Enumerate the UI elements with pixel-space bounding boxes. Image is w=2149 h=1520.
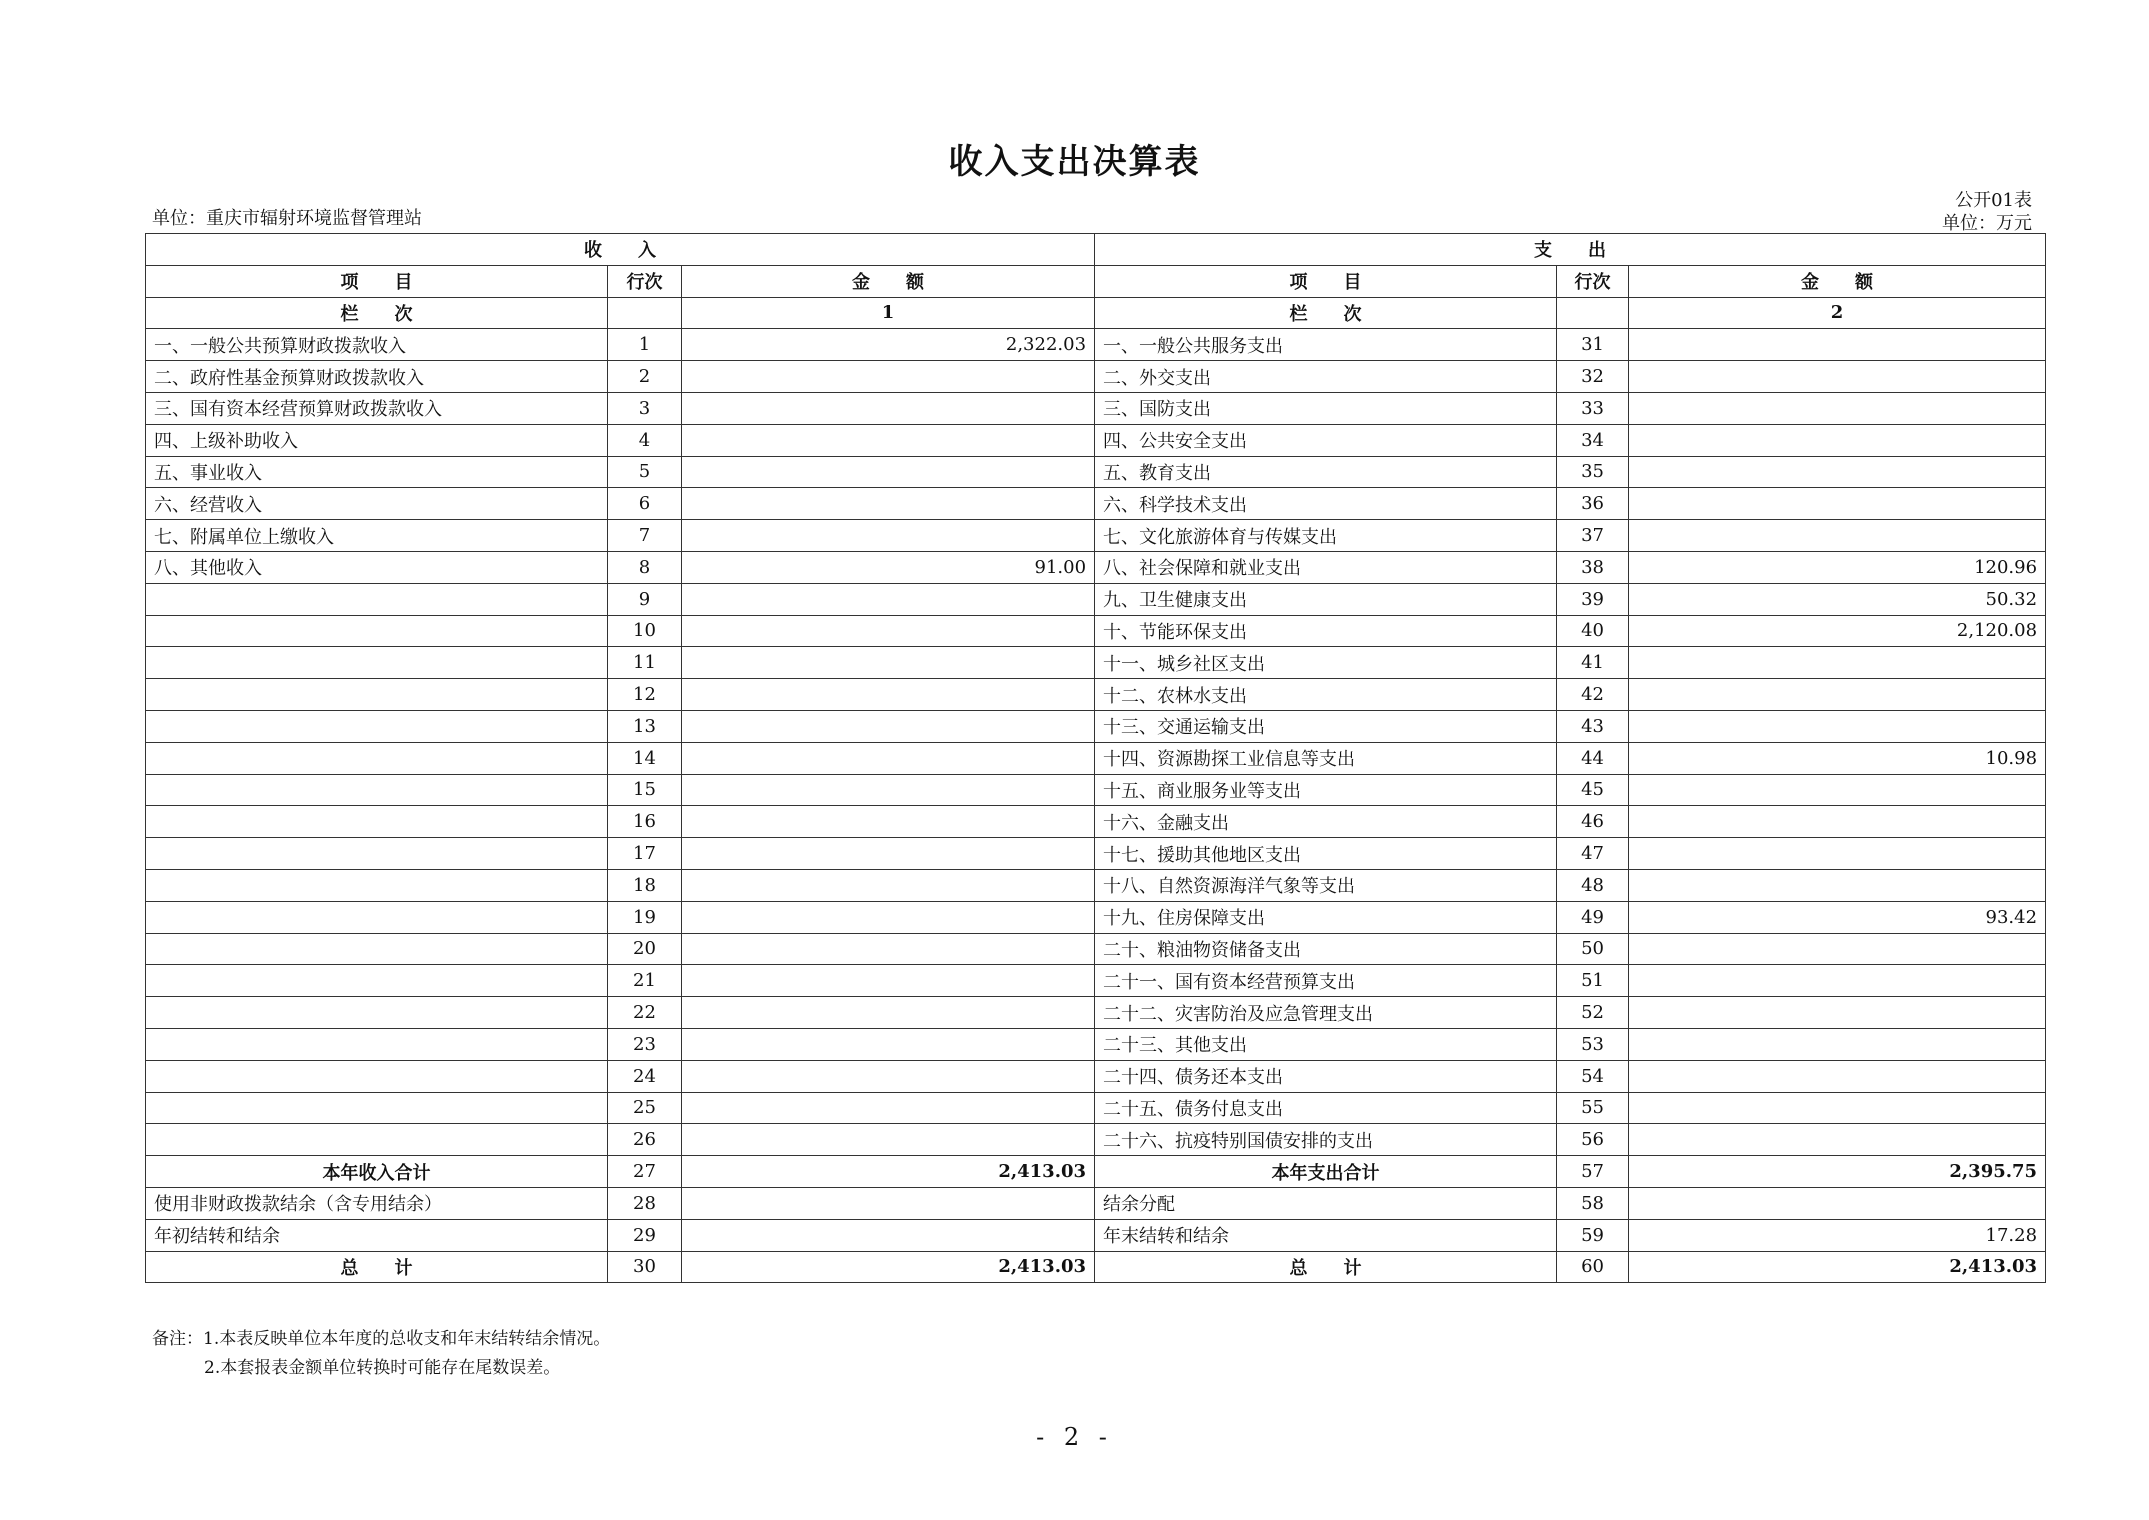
- expense-line: 50: [1557, 933, 1629, 965]
- expense-item: 十三、交通运输支出: [1095, 710, 1557, 742]
- income-amount: [682, 1028, 1095, 1060]
- income-expense-table: [145, 233, 2046, 1283]
- income-item: [146, 583, 608, 615]
- expense-line: 55: [1557, 1092, 1629, 1124]
- income-line: 13: [608, 710, 682, 742]
- income-line: 17: [608, 838, 682, 870]
- expense-item: 三、国防支出: [1095, 392, 1557, 424]
- income-amount: [682, 1124, 1095, 1156]
- expense-column-label: 栏 次: [1095, 297, 1557, 329]
- expense-amount: 17.28: [1629, 1219, 2046, 1251]
- income-amount: [682, 361, 1095, 393]
- currency-unit: 单位：万元: [1942, 213, 2032, 234]
- expense-amount: [1629, 965, 2046, 997]
- income-amount: [682, 933, 1095, 965]
- notes: [152, 1325, 610, 1383]
- expense-item-header: 项 目: [1095, 265, 1557, 297]
- table-row: [146, 933, 2046, 965]
- table-row: [146, 1187, 2046, 1219]
- expense-amount: [1629, 869, 2046, 901]
- income-line: 11: [608, 647, 682, 679]
- expense-line-header: 行次: [1557, 265, 1629, 297]
- income-line-header: 行次: [608, 265, 682, 297]
- income-item: [146, 838, 608, 870]
- income-item: [146, 806, 608, 838]
- expense-line: 42: [1557, 679, 1629, 711]
- income-amount: [682, 1060, 1095, 1092]
- expense-amount: [1629, 933, 2046, 965]
- table-row: [146, 1028, 2046, 1060]
- expense-amount: 50.32: [1629, 583, 2046, 615]
- expense-amount: [1629, 1092, 2046, 1124]
- expense-amount: [1629, 647, 2046, 679]
- income-line: 16: [608, 806, 682, 838]
- income-item: 四、上级补助收入: [146, 424, 608, 456]
- table-row: [146, 1156, 2046, 1188]
- expense-item: 十六、金融支出: [1095, 806, 1557, 838]
- table-row: [146, 869, 2046, 901]
- income-amount: [682, 679, 1095, 711]
- income-line: 21: [608, 965, 682, 997]
- income-column-index: 1: [682, 297, 1095, 329]
- table-row: [146, 520, 2046, 552]
- income-item: 总 计: [146, 1251, 608, 1283]
- expense-item: 十二、农林水支出: [1095, 679, 1557, 711]
- income-item: 二、政府性基金预算财政拨款收入: [146, 361, 608, 393]
- expense-item: 一、一般公共服务支出: [1095, 329, 1557, 361]
- expense-item: 十八、自然资源海洋气象等支出: [1095, 869, 1557, 901]
- expense-amount: 2,395.75: [1629, 1156, 2046, 1188]
- expense-line: 38: [1557, 551, 1629, 583]
- note-2: 2.本套报表金额单位转换时可能存在尾数误差。: [204, 1358, 561, 1378]
- expense-item: 本年支出合计: [1095, 1156, 1557, 1188]
- table-row: [146, 583, 2046, 615]
- income-amount: 2,413.03: [682, 1156, 1095, 1188]
- income-item: 六、经营收入: [146, 488, 608, 520]
- expense-line: 35: [1557, 456, 1629, 488]
- expense-line: 39: [1557, 583, 1629, 615]
- expense-line: 53: [1557, 1028, 1629, 1060]
- expense-line: 48: [1557, 869, 1629, 901]
- table-row: [146, 965, 2046, 997]
- expense-line: 60: [1557, 1251, 1629, 1283]
- income-item: [146, 965, 608, 997]
- income-item: 八、其他收入: [146, 551, 608, 583]
- income-line: 8: [608, 551, 682, 583]
- expense-column-index: 2: [1629, 297, 2046, 329]
- empty-cell: [608, 297, 682, 329]
- expense-line: 43: [1557, 710, 1629, 742]
- expense-line: 46: [1557, 806, 1629, 838]
- income-item: 五、事业收入: [146, 456, 608, 488]
- income-line: 27: [608, 1156, 682, 1188]
- expense-item: 六、科学技术支出: [1095, 488, 1557, 520]
- column-header-row: [146, 265, 2046, 297]
- expense-line: 47: [1557, 838, 1629, 870]
- income-amount: [682, 901, 1095, 933]
- table-row: [146, 997, 2046, 1029]
- column-index-row: [146, 297, 2046, 329]
- income-line: 30: [608, 1251, 682, 1283]
- table-row: [146, 901, 2046, 933]
- income-amount: [682, 1092, 1095, 1124]
- table-row: [146, 1124, 2046, 1156]
- income-item: [146, 1060, 608, 1092]
- table-row: [146, 1251, 2046, 1283]
- expense-item: 九、卫生健康支出: [1095, 583, 1557, 615]
- expense-item: 十、节能环保支出: [1095, 615, 1557, 647]
- expense-item: 二、外交支出: [1095, 361, 1557, 393]
- table-row: [146, 774, 2046, 806]
- expense-line: 44: [1557, 742, 1629, 774]
- income-amount: [682, 520, 1095, 552]
- table-row: [146, 710, 2046, 742]
- income-amount: 2,322.03: [682, 329, 1095, 361]
- expense-item: 十五、商业服务业等支出: [1095, 774, 1557, 806]
- income-item: 一、一般公共预算财政拨款收入: [146, 329, 608, 361]
- income-amount: [682, 392, 1095, 424]
- income-item: [146, 774, 608, 806]
- expense-amount: [1629, 679, 2046, 711]
- income-line: 5: [608, 456, 682, 488]
- income-item: [146, 742, 608, 774]
- expense-line: 45: [1557, 774, 1629, 806]
- expense-item: 四、公共安全支出: [1095, 424, 1557, 456]
- income-amount: 2,413.03: [682, 1251, 1095, 1283]
- income-line: 12: [608, 679, 682, 711]
- table-row: [146, 392, 2046, 424]
- income-line: 26: [608, 1124, 682, 1156]
- expense-line: 51: [1557, 965, 1629, 997]
- income-column-label: 栏 次: [146, 297, 608, 329]
- income-amount: [682, 997, 1095, 1029]
- table-row: [146, 1060, 2046, 1092]
- income-line: 20: [608, 933, 682, 965]
- income-item: [146, 933, 608, 965]
- expense-item: 十七、援助其他地区支出: [1095, 838, 1557, 870]
- expense-item: 二十三、其他支出: [1095, 1028, 1557, 1060]
- income-amount: [682, 456, 1095, 488]
- expense-amount: [1629, 361, 2046, 393]
- expense-item: 年末结转和结余: [1095, 1219, 1557, 1251]
- expense-amount: [1629, 838, 2046, 870]
- expense-amount: [1629, 806, 2046, 838]
- income-line: 23: [608, 1028, 682, 1060]
- income-line: 3: [608, 392, 682, 424]
- income-line: 9: [608, 583, 682, 615]
- expense-amount: 2,120.08: [1629, 615, 2046, 647]
- income-line: 19: [608, 901, 682, 933]
- expense-amount: [1629, 392, 2046, 424]
- income-amount: [682, 806, 1095, 838]
- table-row: [146, 424, 2046, 456]
- income-amount: [682, 615, 1095, 647]
- income-line: 18: [608, 869, 682, 901]
- expense-amount: [1629, 520, 2046, 552]
- table-row: [146, 1219, 2046, 1251]
- expense-line: 36: [1557, 488, 1629, 520]
- income-amount-header: 金 额: [682, 265, 1095, 297]
- expense-item: 二十五、债务付息支出: [1095, 1092, 1557, 1124]
- income-line: 29: [608, 1219, 682, 1251]
- income-item: [146, 1028, 608, 1060]
- expense-line: 58: [1557, 1187, 1629, 1219]
- income-line: 7: [608, 520, 682, 552]
- table-row: [146, 329, 2046, 361]
- income-line: 15: [608, 774, 682, 806]
- expense-item: 八、社会保障和就业支出: [1095, 551, 1557, 583]
- expense-amount: [1629, 710, 2046, 742]
- expense-item: 十九、住房保障支出: [1095, 901, 1557, 933]
- expense-item: 二十四、债务还本支出: [1095, 1060, 1557, 1092]
- expense-item: 二十二、灾害防治及应急管理支出: [1095, 997, 1557, 1029]
- expense-line: 57: [1557, 1156, 1629, 1188]
- expense-amount: [1629, 1124, 2046, 1156]
- expense-amount: [1629, 488, 2046, 520]
- income-line: 14: [608, 742, 682, 774]
- table-row: [146, 1092, 2046, 1124]
- expense-item: 二十一、国有资本经营预算支出: [1095, 965, 1557, 997]
- income-line: 24: [608, 1060, 682, 1092]
- expense-line: 49: [1557, 901, 1629, 933]
- income-item: [146, 997, 608, 1029]
- income-item: 本年收入合计: [146, 1156, 608, 1188]
- income-item: 年初结转和结余: [146, 1219, 608, 1251]
- table-row: [146, 647, 2046, 679]
- expense-amount: 93.42: [1629, 901, 2046, 933]
- table-row: [146, 679, 2046, 711]
- expense-item: 七、文化旅游体育与传媒支出: [1095, 520, 1557, 552]
- expense-item: 五、教育支出: [1095, 456, 1557, 488]
- table-row: [146, 456, 2046, 488]
- table-row: [146, 361, 2046, 393]
- income-line: 22: [608, 997, 682, 1029]
- expense-item: 十一、城乡社区支出: [1095, 647, 1557, 679]
- expense-amount: 120.96: [1629, 551, 2046, 583]
- income-line: 2: [608, 361, 682, 393]
- income-amount: [682, 774, 1095, 806]
- expense-line: 56: [1557, 1124, 1629, 1156]
- income-amount: [682, 488, 1095, 520]
- income-item: [146, 1124, 608, 1156]
- expense-amount: [1629, 997, 2046, 1029]
- income-amount: [682, 742, 1095, 774]
- income-amount: [682, 1187, 1095, 1219]
- income-header: 收 入: [146, 234, 1095, 266]
- expense-line: 59: [1557, 1219, 1629, 1251]
- income-item: [146, 647, 608, 679]
- income-amount: [682, 647, 1095, 679]
- expense-amount: [1629, 1028, 2046, 1060]
- income-amount: [682, 1219, 1095, 1251]
- income-amount: [682, 838, 1095, 870]
- expense-item: 结余分配: [1095, 1187, 1557, 1219]
- expense-amount: [1629, 1060, 2046, 1092]
- expense-item: 二十、粮油物资储备支出: [1095, 933, 1557, 965]
- table-row: [146, 488, 2046, 520]
- income-line: 1: [608, 329, 682, 361]
- table-row: [146, 742, 2046, 774]
- expense-line: 52: [1557, 997, 1629, 1029]
- income-line: 10: [608, 615, 682, 647]
- expense-line: 41: [1557, 647, 1629, 679]
- expense-item: 二十六、抗疫特别国债安排的支出: [1095, 1124, 1557, 1156]
- expense-amount: [1629, 424, 2046, 456]
- expense-line: 40: [1557, 615, 1629, 647]
- table-row: [146, 806, 2046, 838]
- income-line: 6: [608, 488, 682, 520]
- expense-line: 34: [1557, 424, 1629, 456]
- note-1: 备注：1.本表反映单位本年度的总收支和年末结转结余情况。: [152, 1329, 611, 1349]
- section-header-row: [146, 234, 2046, 266]
- income-item: [146, 1092, 608, 1124]
- table-row: [146, 551, 2046, 583]
- income-line: 28: [608, 1187, 682, 1219]
- income-item: [146, 869, 608, 901]
- income-item: 使用非财政拨款结余（含专用结余）: [146, 1187, 608, 1219]
- income-amount: [682, 424, 1095, 456]
- expense-line: 37: [1557, 520, 1629, 552]
- form-number: 公开01表: [1955, 190, 2032, 211]
- income-item: 七、附属单位上缴收入: [146, 520, 608, 552]
- expense-amount: 10.98: [1629, 742, 2046, 774]
- expense-amount: [1629, 1187, 2046, 1219]
- reporting-unit: 单位：重庆市辐射环境监督管理站: [152, 208, 422, 229]
- expense-header: 支 出: [1095, 234, 2046, 266]
- expense-line: 54: [1557, 1060, 1629, 1092]
- table-row: [146, 615, 2046, 647]
- income-item: 三、国有资本经营预算财政拨款收入: [146, 392, 608, 424]
- income-item: [146, 615, 608, 647]
- expense-line: 32: [1557, 361, 1629, 393]
- page-title: 收入支出决算表: [948, 142, 1201, 182]
- income-amount: 91.00: [682, 551, 1095, 583]
- income-amount: [682, 869, 1095, 901]
- expense-amount-header: 金 额: [1629, 265, 2046, 297]
- income-amount: [682, 965, 1095, 997]
- income-item: [146, 679, 608, 711]
- expense-item: 十四、资源勘探工业信息等支出: [1095, 742, 1557, 774]
- income-item: [146, 901, 608, 933]
- empty-cell: [1557, 297, 1629, 329]
- expense-line: 31: [1557, 329, 1629, 361]
- page-number: - 2 -: [1036, 1423, 1113, 1451]
- table-row: [146, 838, 2046, 870]
- income-line: 25: [608, 1092, 682, 1124]
- expense-line: 33: [1557, 392, 1629, 424]
- expense-item: 总 计: [1095, 1251, 1557, 1283]
- income-item-header: 项 目: [146, 265, 608, 297]
- expense-amount: [1629, 456, 2046, 488]
- expense-amount: 2,413.03: [1629, 1251, 2046, 1283]
- expense-amount: [1629, 774, 2046, 806]
- income-item: [146, 710, 608, 742]
- income-amount: [682, 710, 1095, 742]
- income-line: 4: [608, 424, 682, 456]
- expense-amount: [1629, 329, 2046, 361]
- income-amount: [682, 583, 1095, 615]
